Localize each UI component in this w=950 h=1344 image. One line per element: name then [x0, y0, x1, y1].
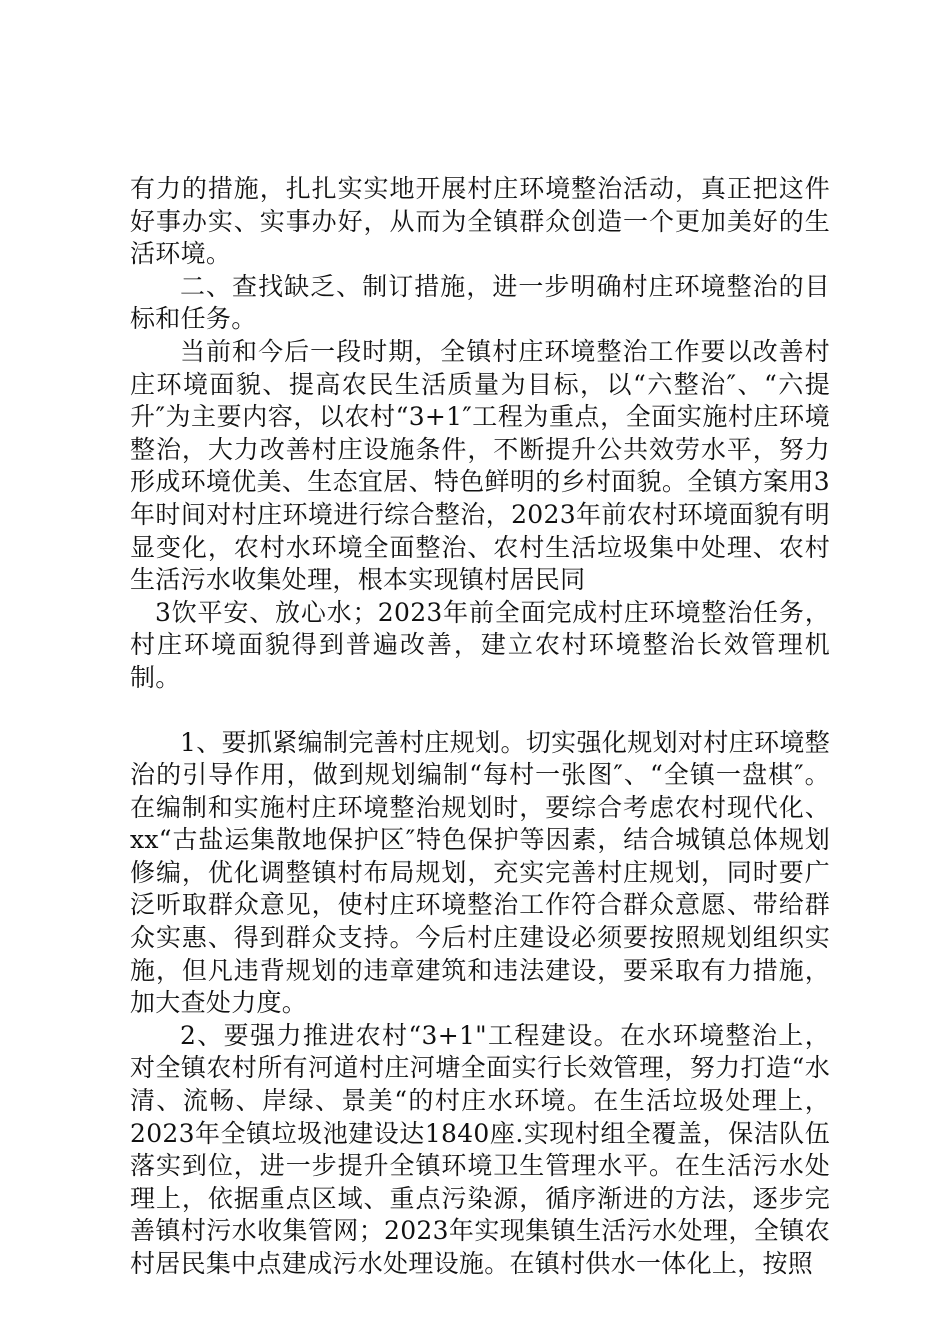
- section-heading-two: 二、查找缺乏、制订措施，进一步明确村庄环境整治的目标和任务。: [130, 271, 830, 334]
- paragraph-goals-continued: 3饮平安、放心水；2023年前全面完成村庄环境整治任务，村庄环境面貌得到普遍改善，建立农村环境整治长效管理机制。: [130, 597, 830, 692]
- paragraph-item-2-engineering: 2、要强力推进农村“3+1"工程建设。在水环境整治上，对全镇农村所有河道村庄河塘全面实行长效管理，努力打造“水清、流畅、岸绿、景美“的村庄水环境。在生活垃圾处理上，2023年全镇垃圾池建设达1840座.实现村组全覆盖，保洁队伍落实到位，进一步提升全镇环境卫生管理水平。在生活污水处理上，依据重点区域、重点污染源，循序渐进的方法，逐步完善镇村污水收集管网；2023年实现集镇生活污水处理，全镇农村居民集中点建成污水处理设施。在镇村供水一体化上，按照: [130, 1020, 830, 1278]
- paragraph-gap: [130, 695, 830, 727]
- paragraph-item-1-planning: 1、要抓紧编制完善村庄规划。切实强化规划对村庄环境整治的引导作用，做到规划编制“每村一张图″、“全镇一盘棋″。在编制和实施村庄环境整治规划时，要综合考虑农村现代化、xx“古盐运集散地保护区″特色保护等因素，结合城镇总体规划修编，优化调整镇村布局规划，充实完善村庄规划，同时要广泛听取群众意见，使村庄环境整治工作符合群众意愿、带给群众实惠、得到群众支持。今后村庄建设必须要按照规划组织实施，但凡违背规划的违章建筑和违法建设，要采取有力措施，加大查处力度。: [130, 727, 830, 1018]
- paragraph-goals: 当前和今后一段时期，全镇村庄环境整治工作要以改善村庄环境面貌、提高农民生活质量为目标，以“六整治″、“六提升″为主要内容，以农村“3+1″工程为重点，全面实施村庄环境整治，大力改善村庄设施条件，不断提升公共效劳水平，努力形成环境优美、生态宜居、特色鲜明的乡村面貌。全镇方案用3年时间对村庄环境进行综合整治，2023年前农村环境面貌有明显变化，农村水环境全面整治、农村生活垃圾集中处理、农村生活污水收集处理，根本实现镇村居民同: [130, 336, 830, 595]
- paragraph-continuation: 有力的措施，扎扎实实地开展村庄环境整治活动，真正把这件好事办实、实事办好，从而为全镇群众创造一个更加美好的生活环境。: [130, 174, 830, 269]
- document-body: [130, 173, 830, 1281]
